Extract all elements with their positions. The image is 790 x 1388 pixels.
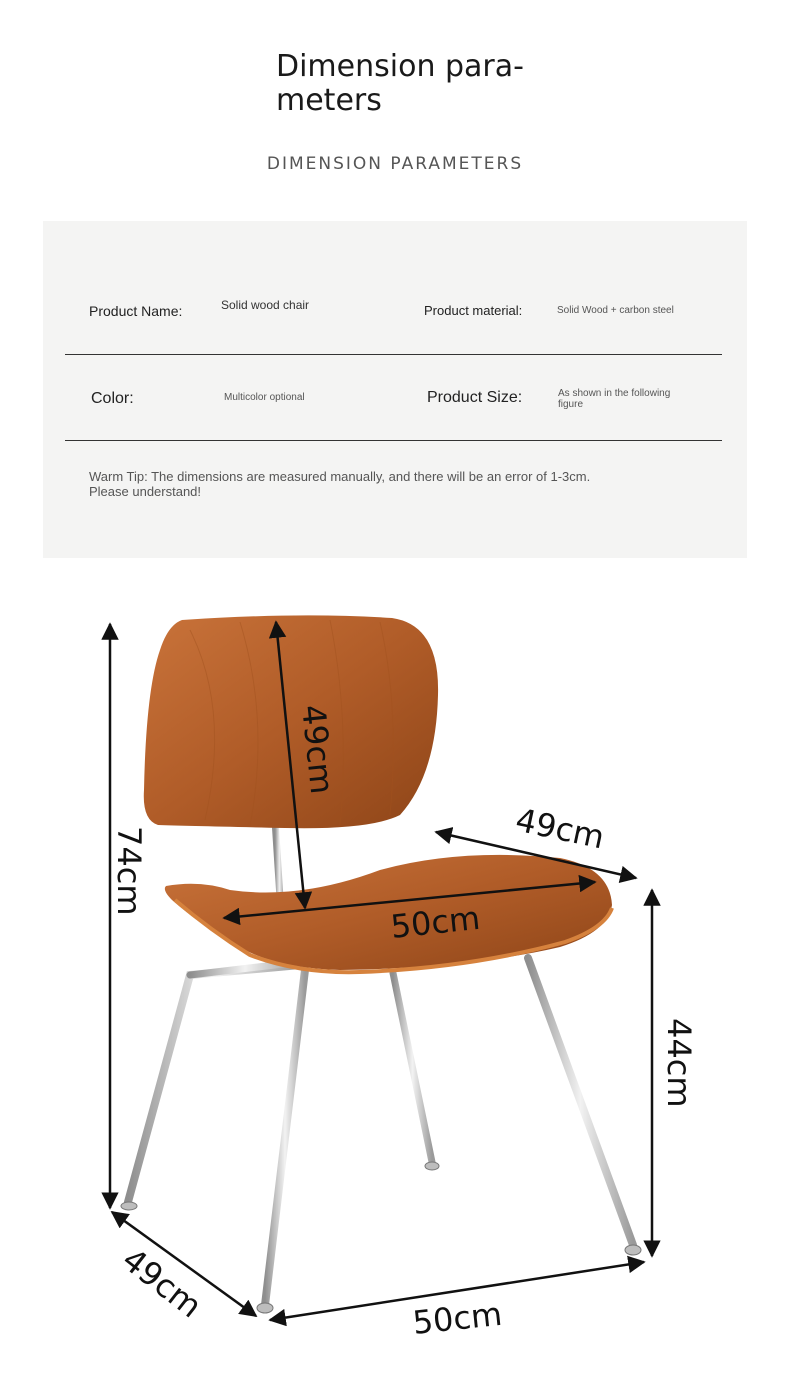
product-name-label: Product Name:	[89, 303, 183, 319]
label-base-depth: 49cm	[115, 1240, 209, 1326]
label-seat-height: 44cm	[660, 1018, 698, 1108]
spec-panel	[43, 221, 747, 558]
product-material-value: Solid Wood + carbon steel	[557, 305, 674, 316]
backrest	[144, 615, 438, 828]
label-base-width: 50cm	[410, 1294, 504, 1342]
color-label: Color:	[91, 390, 134, 407]
product-name-value: Solid wood chair	[221, 298, 310, 312]
label-backrest-height: 49cm	[294, 702, 342, 796]
product-material-label: Product material:	[424, 303, 523, 318]
divider	[65, 440, 722, 441]
product-size-label: Product Size:	[427, 389, 523, 406]
label-seat-depth: 49cm	[512, 800, 608, 857]
product-size-value: As shown in the following figure	[558, 388, 671, 410]
page-title: Dimension para- meters	[276, 49, 524, 118]
divider	[65, 354, 722, 355]
chair-dimension-diagram	[0, 590, 790, 1388]
warm-tip: Warm Tip: The dimensions are measured manually, and there will be an error of 1-3cm. Please understand!	[89, 469, 591, 499]
label-seat-width: 50cm	[388, 898, 482, 946]
page-subtitle: DIMENSION PARAMETERS	[266, 154, 524, 174]
label-total-height: 74cm	[110, 826, 148, 916]
color-value: Multicolor optional	[224, 392, 305, 403]
